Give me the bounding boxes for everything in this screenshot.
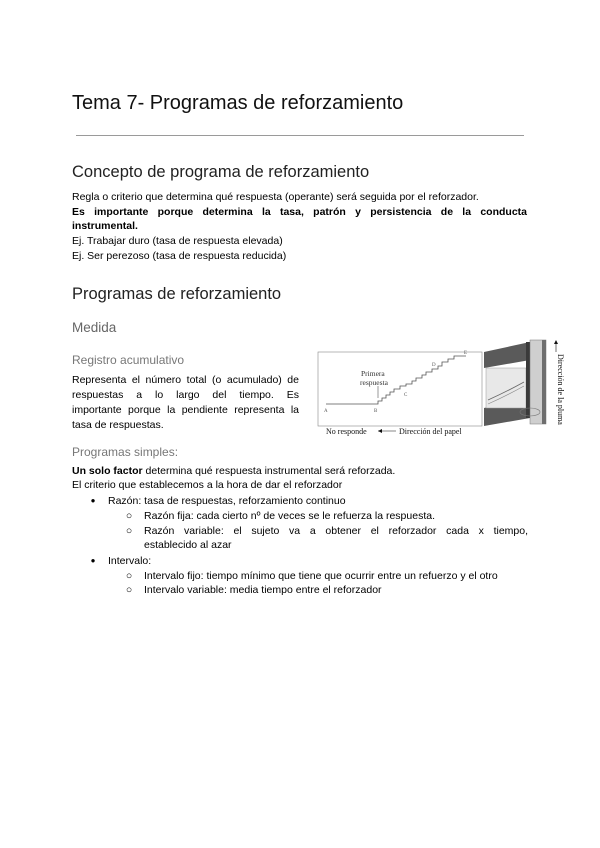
no-responde-label: No responde: [326, 427, 367, 436]
razon-variable-text-1: Razón variable: el sujeto va a obtener el reforzador cada x tiempo,: [144, 525, 528, 537]
paper-direction-label: Dirección del papel: [399, 427, 462, 436]
medida-heading: Medida: [72, 320, 117, 335]
point-e-label: E: [464, 351, 468, 356]
recorder-top-block: [484, 342, 530, 368]
example-1: Ej. Trabajar duro (tasa de respuesta elevada): [72, 235, 283, 247]
razon-text: Razón: tasa de respuestas, reforzamiento continuo: [108, 495, 346, 507]
definition-text: Regla o criterio que determina qué respuesta (operante) será seguida por el reforzador.: [72, 191, 479, 203]
title-divider: [76, 135, 524, 136]
simples-intro-bold: Un solo factor: [72, 465, 143, 477]
bullet-icon: ●: [90, 556, 96, 565]
intervalo-text: Intervalo:: [108, 555, 152, 567]
simples-heading: Programas simples:: [72, 445, 179, 459]
intervalo-fijo-text: Intervalo fijo: tiempo mínimo que tiene que ocurrir entre un refuerzo y el otro: [144, 570, 498, 582]
registro-line-1: Representa el número total (o acumulado) de: [72, 374, 299, 386]
point-c-label: C: [404, 393, 408, 398]
paper-direction-arrowhead: [378, 429, 382, 433]
programs-heading: Programas de reforzamiento: [72, 285, 282, 303]
criterio-text: El criterio que establecemos a la hora de dar el reforzador: [72, 479, 343, 491]
recorder-pen-rail: [526, 342, 530, 418]
bullet-icon: ●: [90, 496, 96, 505]
registro-line-2: respuestas a lo largo del tiempo. Es: [72, 389, 299, 401]
registro-line-4: tasa de respuestas.: [72, 419, 164, 431]
cumulative-recorder-figure: [316, 338, 578, 438]
response-label: respuesta: [360, 378, 388, 387]
simples-intro: [72, 465, 395, 477]
circle-bullet-icon: ○: [125, 510, 133, 522]
important-text-line2: instrumental.: [72, 220, 138, 232]
point-a-label: A: [324, 409, 328, 414]
pen-direction-arrowhead: [554, 340, 558, 344]
razon-fija-text: Razón fija: cada cierto nº de veces se le refuerza la respuesta.: [144, 510, 435, 522]
important-text-line1: Es importante porque determina la tasa, patrón y persistencia de la conducta: [72, 206, 527, 218]
intervalo-variable-text: Intervalo variable: media tiempo entre el reforzador: [144, 584, 382, 596]
pen-direction-label: Dirección de la pluma: [556, 354, 565, 425]
circle-bullet-icon: ○: [125, 525, 133, 537]
simples-intro-rest: determina qué respuesta instrumental será reforzada.: [142, 465, 396, 477]
circle-bullet-icon: ○: [125, 584, 133, 596]
registro-line-3: importante porque la pendiente representa la: [72, 404, 299, 416]
circle-bullet-icon: ○: [125, 570, 133, 582]
concept-heading: Concepto de programa de reforzamiento: [72, 163, 370, 181]
point-b-label: B: [374, 409, 378, 414]
registro-heading: Registro acumulativo: [72, 353, 185, 367]
recorder-housing-edge: [542, 340, 546, 424]
first-label: Primera: [361, 369, 385, 378]
registro-paragraph: [72, 373, 299, 433]
razon-variable-text-2: establecido al azar: [144, 539, 232, 551]
example-2: Ej. Ser perezoso (tasa de respuesta reducida): [72, 250, 287, 262]
page-title: Tema 7- Programas de reforzamiento: [72, 92, 404, 114]
point-d-label: D: [432, 363, 436, 368]
